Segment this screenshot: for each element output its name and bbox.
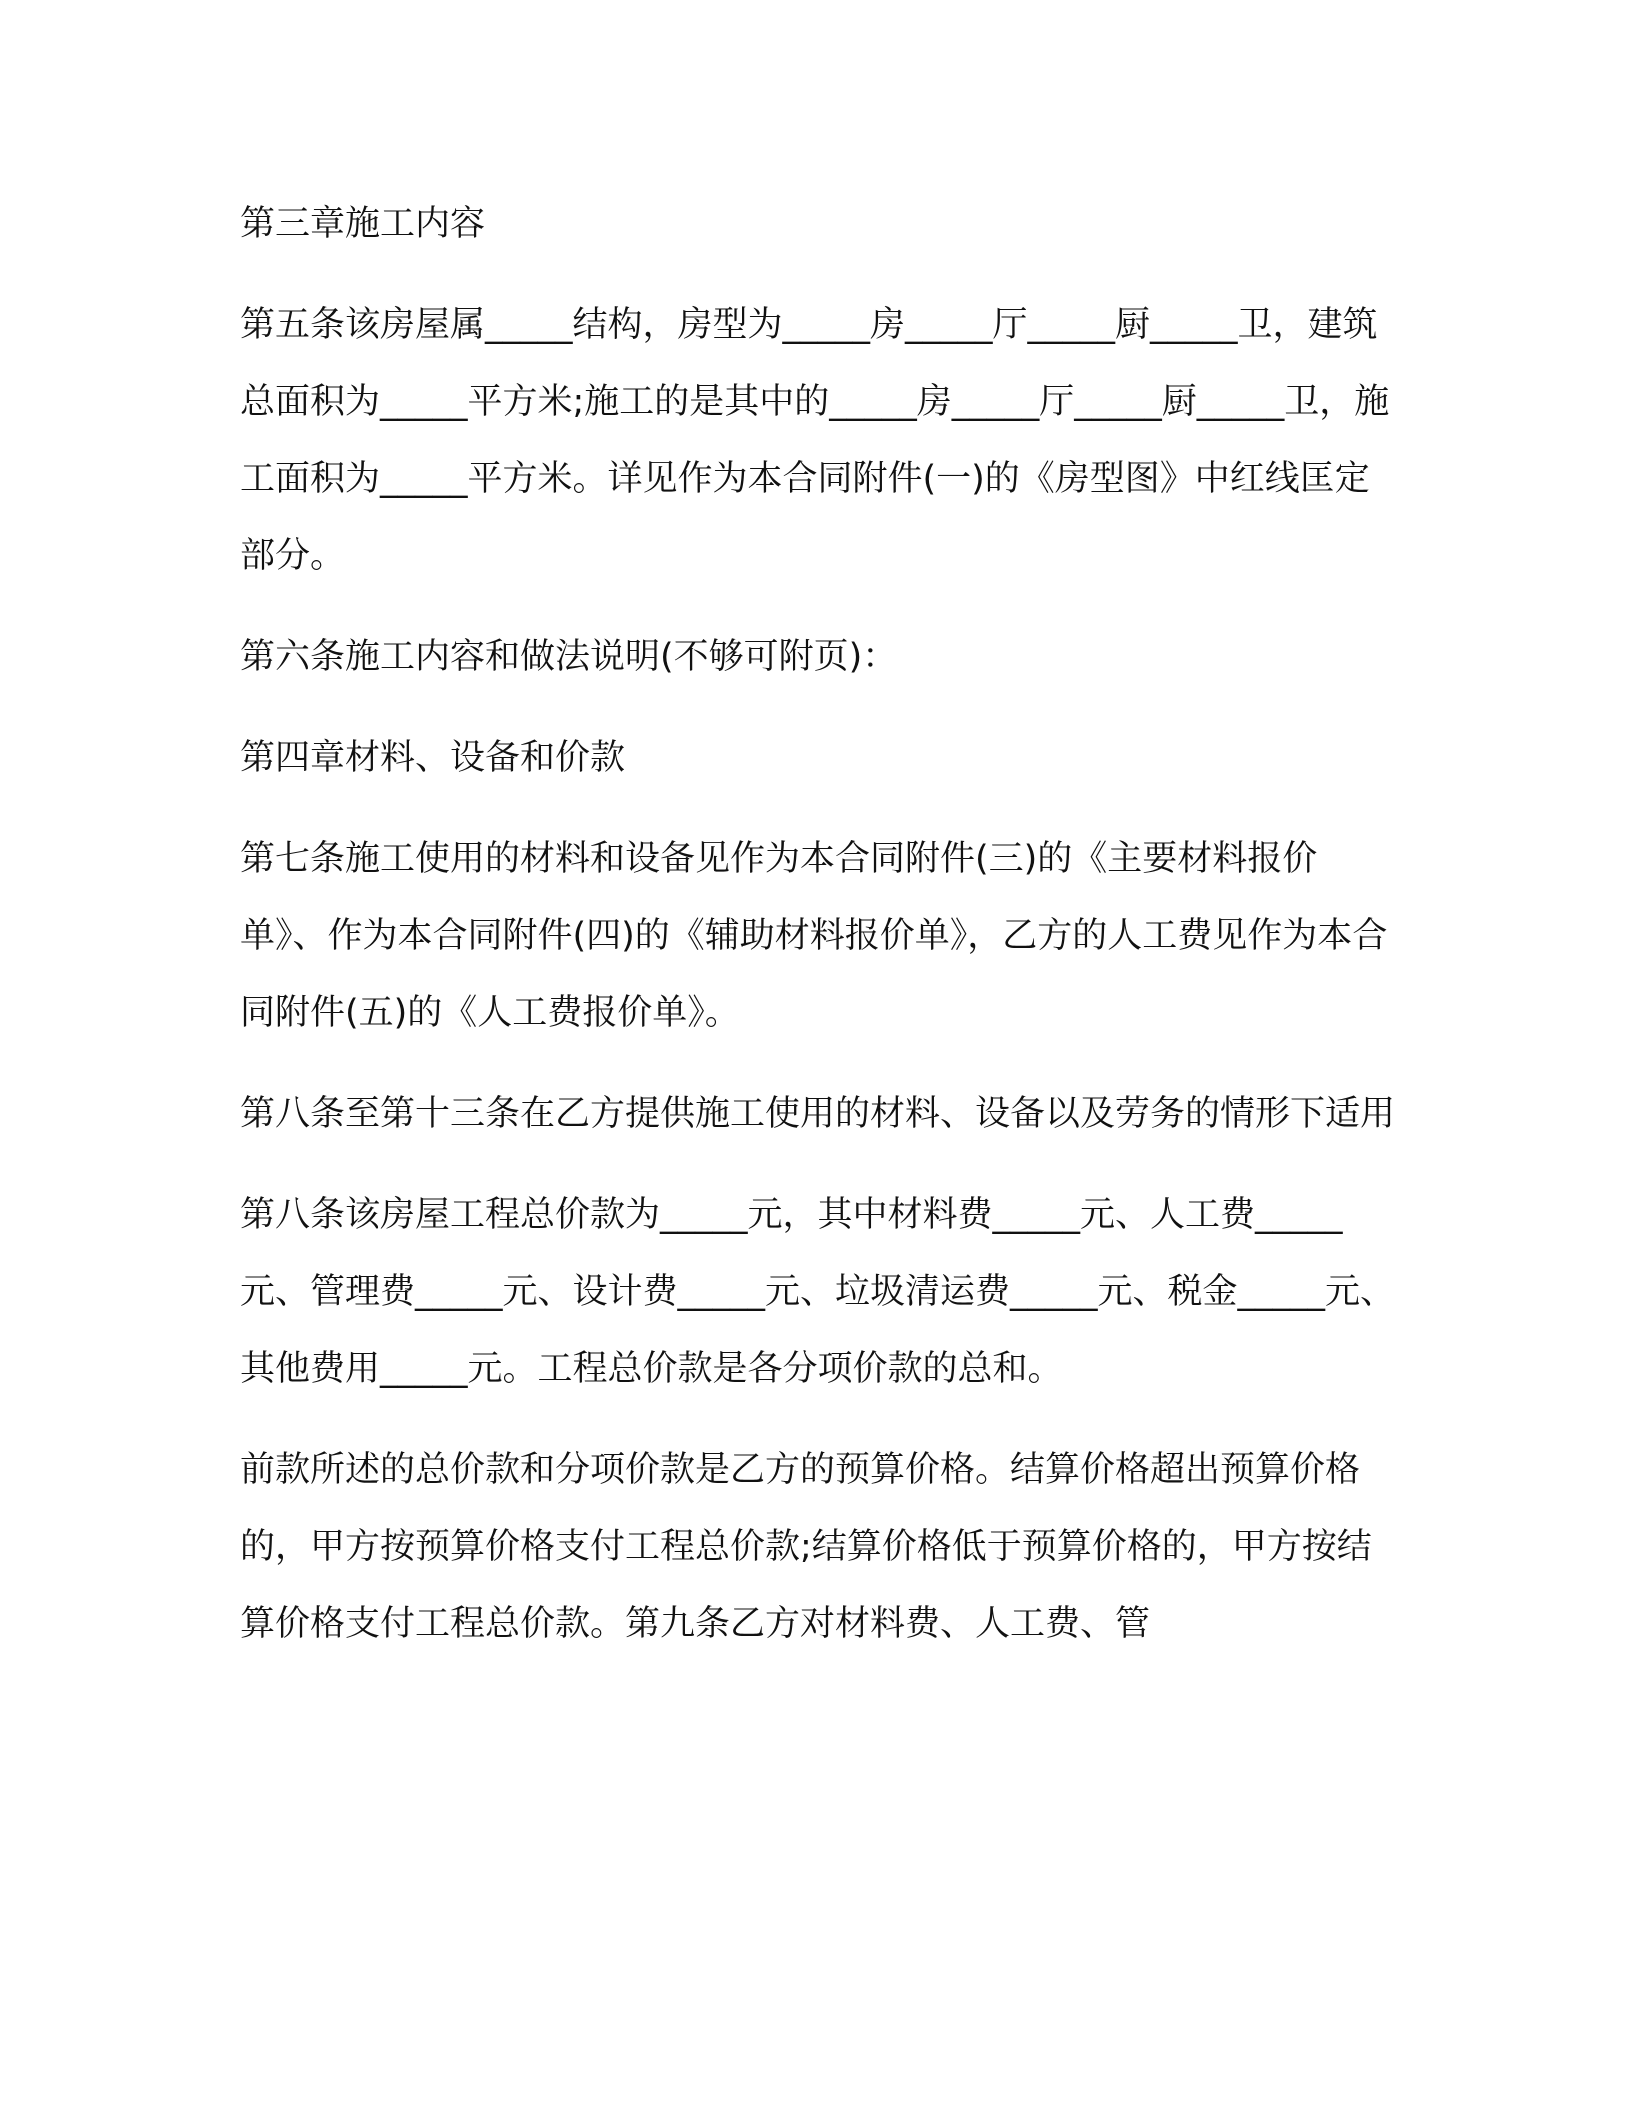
article-7: 第七条施工使用的材料和设备见作为本合同附件(三)的《主要材料报价单》、作为本合同附件(四)的《辅助材料报价单》，乙方的人工费见作为本合同附件(五)的《人工费报价单》。 (240, 839, 1388, 1033)
chapter-heading-4: 第四章材料、设备和价款 (240, 738, 626, 778)
article-8: 第八条该房屋工程总价款为_____元，其中材料费_____元、人工费_____元、管理费_____元、设计费_____元、垃圾清运费_____元、税金_____元、其他费用_____元。工程总价款是各分项价款的总和。 (240, 1195, 1396, 1389)
document-body (240, 186, 1400, 1687)
article-6: 第六条施工内容和做法说明(不够可附页)： (240, 637, 898, 677)
applicability-note: 第八条至第十三条在乙方提供施工使用的材料、设备以及劳务的情形下适用 (240, 1094, 1396, 1134)
chapter-heading-3: 第三章施工内容 (240, 204, 486, 244)
article-5: 第五条该房屋属_____结构，房型为_____房_____厅_____厨_____卫，建筑总面积为_____平方米;施工的是其中的_____房_____厅_____厨_____卫，施工面积为_____平方米。详见作为本合同附件(一)的《房型图》中红线匡定部分。 (240, 305, 1390, 576)
budget-price-paragraph: 前款所述的总价款和分项价款是乙方的预算价格。结算价格超出预算价格的，甲方按预算价格支付工程总价款;结算价格低于预算价格的，甲方按结算价格支付工程总价款。第九条乙方对材料费、人工费、管 (240, 1450, 1372, 1644)
